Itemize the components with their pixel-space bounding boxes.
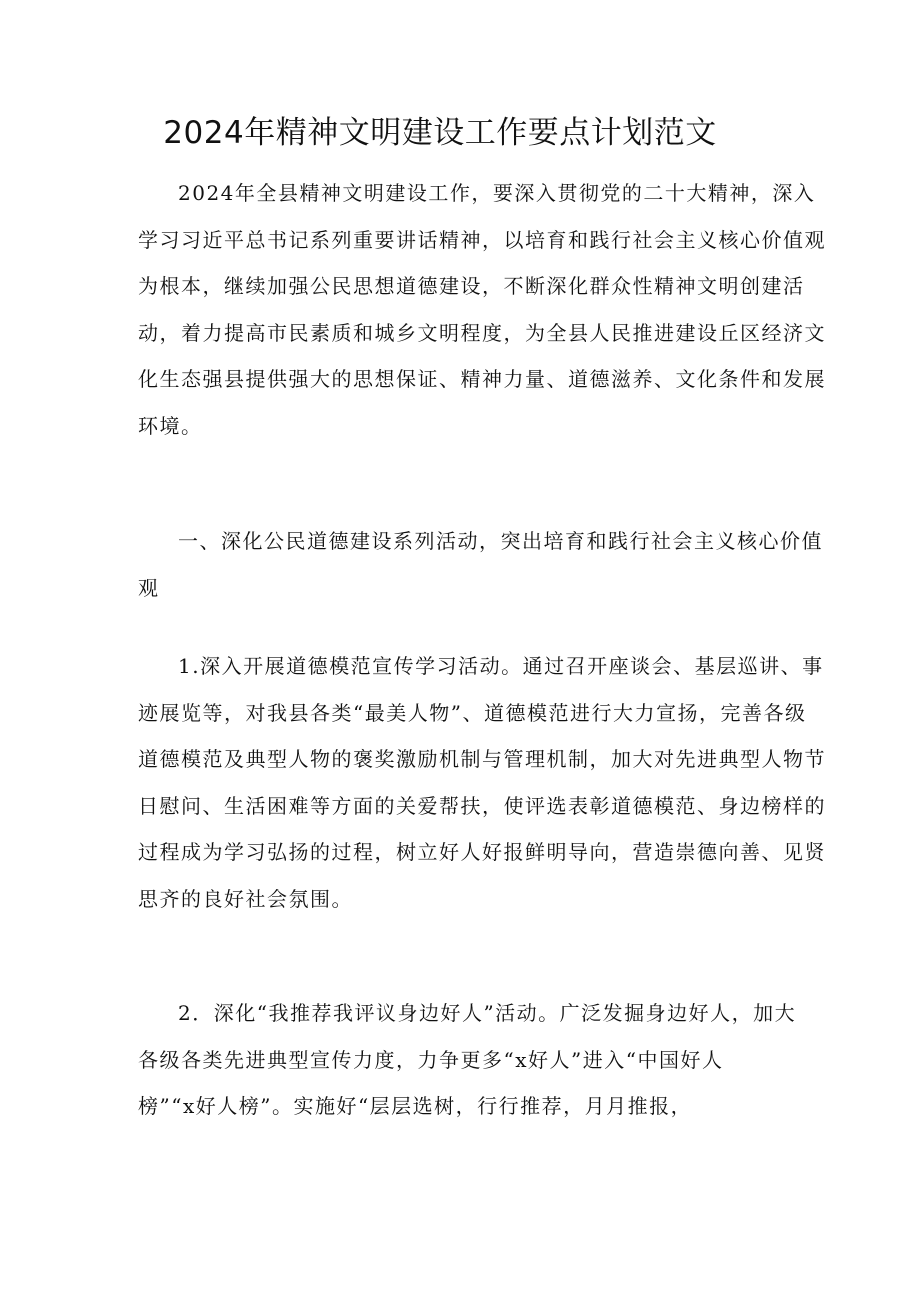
paragraph-line: 道德模范及典型人物的褒奖激励机制与管理机制，加大对先进典型人物节 (138, 747, 826, 771)
paragraph-line: 思齐的良好社会氛围。 (138, 886, 353, 911)
paragraph-line: 1.深入开展道德模范宣传学习活动。通过召开座谈会、基层巡讲、事 (178, 654, 824, 678)
paragraph-line: 动，着力提高市民素质和城乡文明程度，为全县人民推进建设丘区经济文 (138, 320, 826, 345)
paragraph-line: 过程成为学习弘扬的过程，树立好人好报鲜明导向，营造崇德向善、见贤 (138, 840, 826, 864)
paragraph-item-2 (138, 990, 797, 1130)
paragraph-line: 学习习近平总书记系列重要讲话精神，以培育和践行社会主义核心价值观 (138, 227, 826, 252)
paragraph-line: 2024年全县精神文明建设工作，要深入贯彻党的二十大精神，深入 (178, 181, 816, 205)
paragraph-line: 一、深化公民道德建设系列活动，突出培育和践行社会主义核心价值 (178, 529, 823, 553)
section-heading-1 (138, 518, 823, 611)
paragraph-line: 化生态强县提供强大的思想保证、精神力量、道德滋养、文化条件和发展 (138, 367, 826, 391)
paragraph-line: 2．深化“我推荐我评议身边好人”活动。广泛发掘身边好人，加大 (178, 1001, 797, 1025)
paragraph-line: 环境。 (138, 413, 203, 438)
document-title: 2024年精神文明建设工作要点计划范文 (163, 115, 717, 151)
paragraph-line: 迹展览等，对我县各类“最美人物”、道德模范进行大力宣扬，完善各级 (138, 700, 807, 725)
paragraph-line: 日慰问、生活困难等方面的关爱帮扶，使评选表彰道德模范、身边榜样的 (138, 793, 826, 818)
paragraph-line: 为根本，继续加强公民思想道德建设，不断深化群众性精神文明创建活 (138, 274, 805, 298)
paragraph-item-1 (138, 643, 826, 922)
paragraph-line: 榜”“x好人榜”。实施好“层层选树，行行推荐，月月推报， (138, 1094, 693, 1118)
paragraph-line: 观 (138, 575, 160, 600)
paragraph-intro (138, 170, 826, 449)
paragraph-line: 各级各类先进典型宣传力度，力争更多“x好人”进入“中国好人 (138, 1047, 724, 1072)
